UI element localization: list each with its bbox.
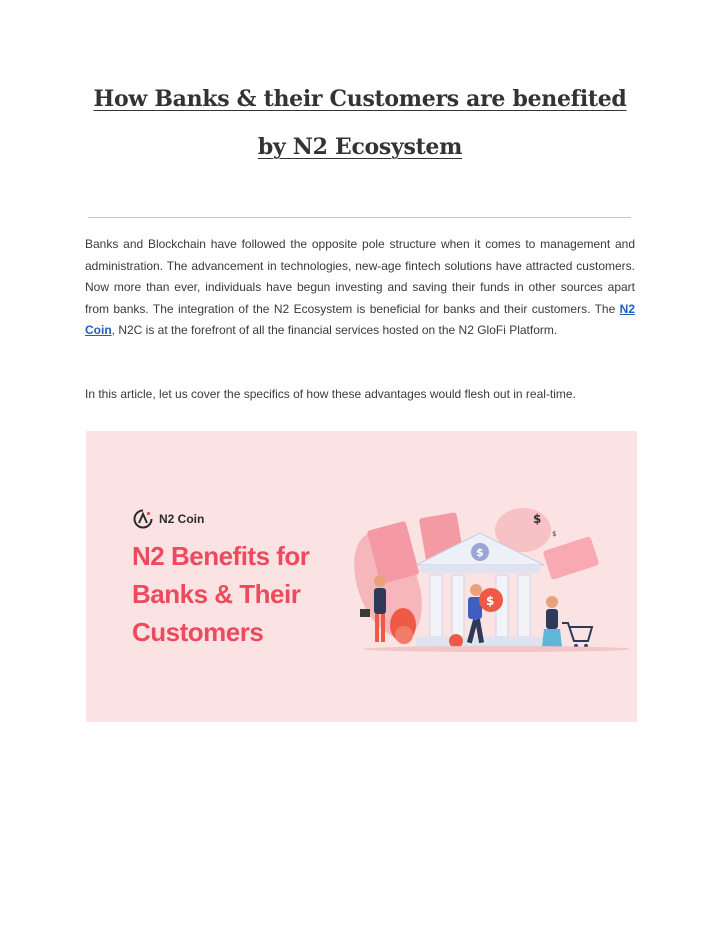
person-right-head — [546, 596, 558, 608]
article-title-line-2: by N2 Ecosystem — [257, 134, 463, 160]
article-title-line-1: How Banks & their Customers are benefited — [93, 86, 627, 112]
n2-coin-link[interactable]: N2 Coin — [85, 301, 635, 338]
headline-line-3: Customers — [132, 617, 264, 647]
bank-pillar-1 — [430, 575, 442, 637]
shopping-cart-icon — [562, 623, 592, 641]
intro-paragraph — [85, 234, 635, 342]
intro-text-end: , N2C is at the forefront of all the financial services hosted on the N2 GloFi Platform. — [111, 323, 558, 338]
dollar-sign-small-icon: $ — [552, 530, 557, 538]
person-left-leg — [375, 614, 379, 642]
person-left-body — [374, 588, 386, 614]
hero-banner-image — [86, 431, 637, 722]
coin-left — [395, 626, 413, 644]
person-right-skirt — [542, 629, 562, 647]
article-scope-paragraph: In this article, let us cover the specifics of how these advantages would flesh out in real-time. — [85, 387, 576, 401]
coin-small — [449, 634, 463, 648]
headline-line-2: Banks & Their — [132, 579, 301, 609]
ground-shadow — [363, 646, 628, 652]
n2-logo-icon — [133, 509, 153, 529]
card-right — [543, 536, 600, 580]
bank-pillar-4 — [518, 575, 530, 637]
bank-customers-illustration — [348, 495, 628, 695]
bank-pillar-2 — [452, 575, 464, 637]
person-center-head — [470, 584, 482, 596]
person-left-head — [374, 575, 386, 587]
large-coin-dollar-icon: $ — [486, 594, 495, 608]
bank-dollar-icon: $ — [476, 546, 484, 559]
person-right-body — [546, 609, 558, 629]
bank-entablature — [420, 565, 540, 573]
person-left-leg-2 — [381, 614, 385, 642]
briefcase-icon — [360, 609, 370, 617]
title-divider — [88, 217, 631, 218]
logo-text: N2 Coin — [159, 512, 205, 526]
n2-coin-logo — [133, 509, 204, 529]
banner-headline — [132, 537, 309, 651]
dollar-sign-icon: $ — [533, 512, 542, 526]
headline-line-1: N2 Benefits for — [132, 541, 310, 571]
intro-text-start: Banks and Blockchain have followed the opposite pole structure when it comes to management and administration. The advancement in technologies, new-age fintech solutions have attracted customers. Now more than ever, individuals have begun investing and saving their funds in other sources apart from banks. The integration of the N2 Ecosystem is beneficial for banks and their customers. The — [85, 237, 635, 316]
